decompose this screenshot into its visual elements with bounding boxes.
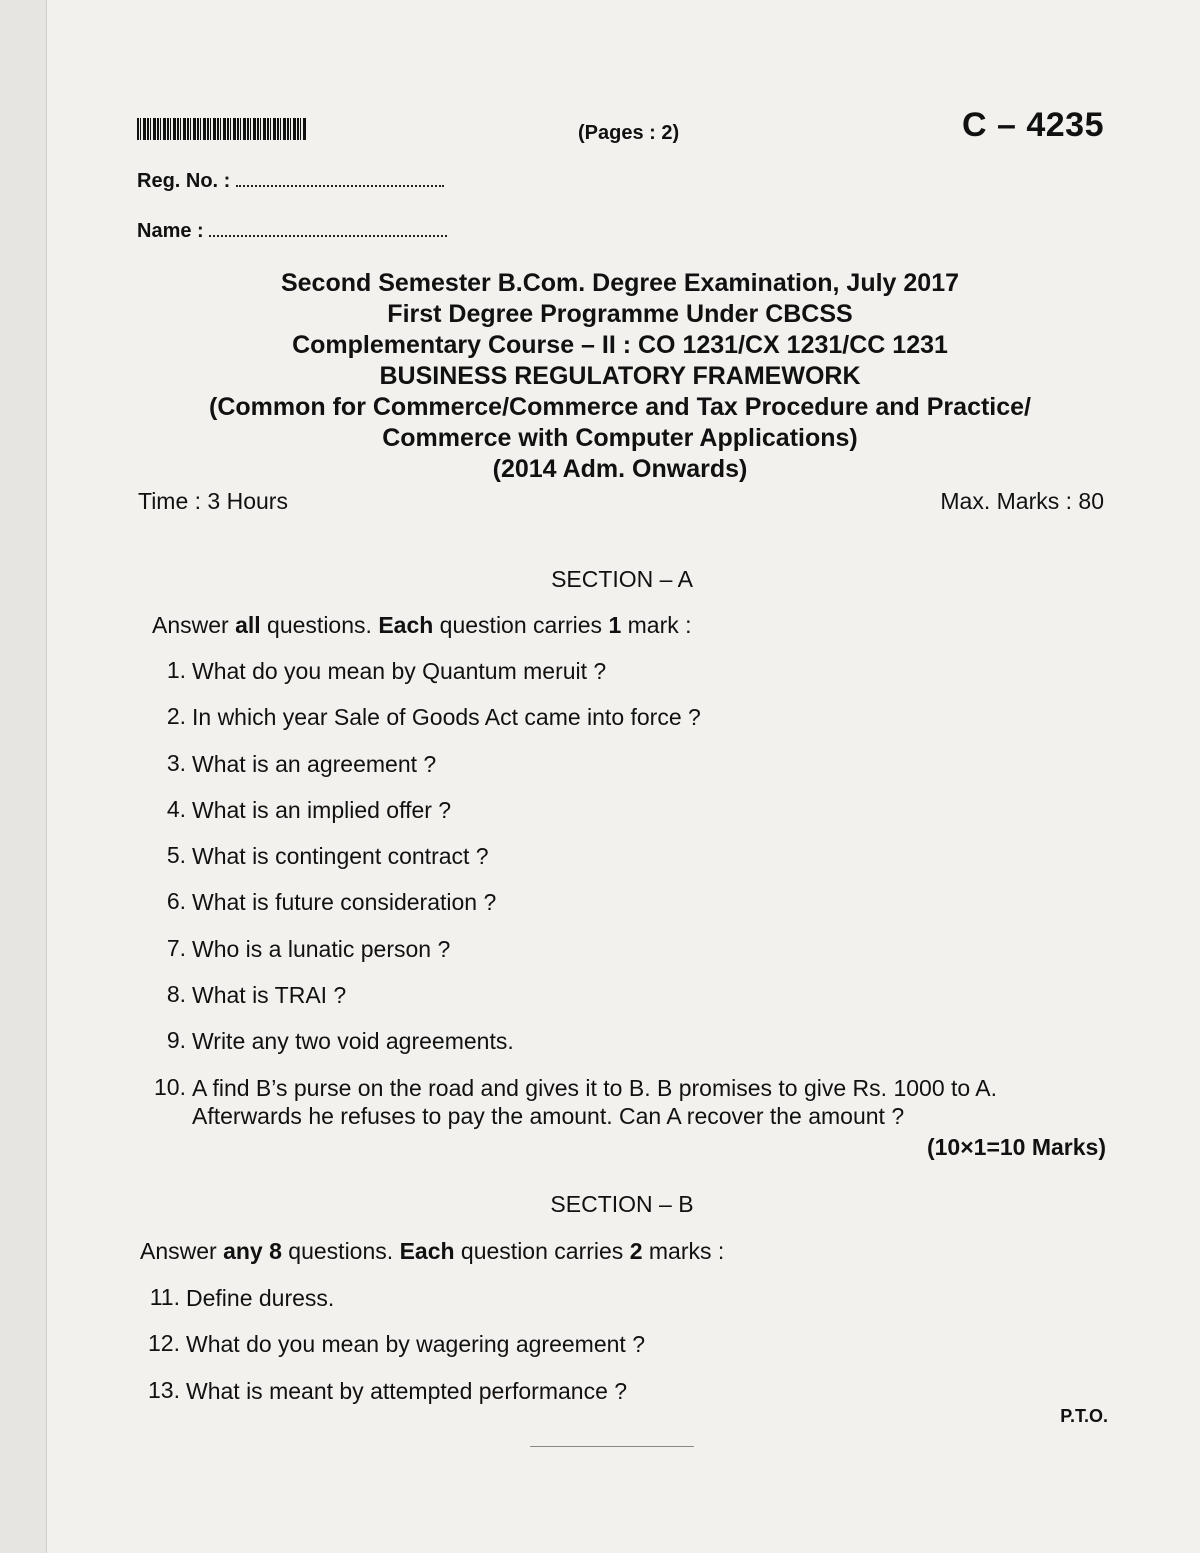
question-number: 13. [148,1376,180,1403]
max-marks: Max. Marks : 80 [940,488,1104,514]
barcode [137,118,307,140]
section-a-questions [146,657,1106,1132]
reg-no-field [137,170,444,193]
pages-count: (Pages : 2) [578,122,680,144]
section-a-instruction: Answer all questions. Each question carries 1 mark : [152,612,692,638]
question-text: What is an implied offer ? [192,796,452,823]
name-label: Name : [137,220,204,242]
question-item [146,657,1106,703]
question-item [136,1284,1096,1330]
question-item [146,750,1106,796]
title-line: BUSINESS REGULATORY FRAMEWORK [379,362,861,390]
reg-no-blank [236,171,444,187]
section-a-marks: (10×1=10 Marks) [926,1134,1106,1160]
question-item [146,796,1106,842]
title-line: Commerce with Computer Applications) [382,424,858,452]
question-item [146,703,1106,749]
question-number: 11. [149,1284,180,1310]
question-item [146,935,1106,981]
question-number: 4. [166,795,186,822]
question-number: 8. [166,981,186,1008]
page-turn-over: P.T.O. [1060,1406,1108,1426]
question-text: Who is a lunatic person ? [192,935,451,962]
title-line: Complementary Course – II : CO 1231/CX 1231/CC 1231 [292,331,948,359]
footer-rule [530,1446,694,1447]
question-text: A find B’s purse on the road and gives it to B. B promises to give Rs. 1000 to A. Afterwards he refuses to pay the amount. Can A recover the amount ? [192,1074,998,1129]
name-blank [209,221,447,237]
question-text: What is contingent contract ? [192,843,489,870]
question-text: In which year Sale of Goods Act came into force ? [192,704,701,731]
exam-title-block [100,268,1140,485]
question-text: What is TRAI ? [192,982,347,1009]
question-item [146,1027,1106,1073]
question-number: 10. [154,1073,186,1100]
question-item [136,1330,1096,1376]
question-item [146,842,1106,888]
question-text: What is future consideration ? [192,889,497,916]
question-text: What is meant by attempted performance ? [186,1377,628,1404]
paper-code: C – 4235 [962,106,1104,144]
question-number: 2. [166,703,186,730]
question-item [146,888,1106,934]
question-number: 7. [166,934,186,961]
reg-no-label: Reg. No. : [137,170,231,192]
section-b-heading: SECTION – B [550,1191,694,1217]
question-text: What do you mean by Quantum meruit ? [192,658,607,684]
question-text: What do you mean by wagering agreement ? [186,1331,645,1358]
title-line: (2014 Adm. Onwards) [492,455,748,483]
question-number: 3. [166,749,186,776]
title-line: Second Semester B.Com. Degree Examination, July 2017 [280,269,960,297]
question-number: 6. [166,888,186,915]
question-item [146,1074,1106,1130]
question-item [146,981,1106,1027]
name-field [137,220,447,243]
question-text: Define duress. [186,1285,335,1311]
section-b-questions [136,1284,1096,1423]
question-item [136,1377,1096,1423]
title-line: (Common for Commerce/Commerce and Tax Procedure and Practice/ [209,393,1031,421]
question-number: 9. [166,1027,186,1054]
section-b-instruction: Answer any 8 questions. Each question carries 2 marks : [140,1238,725,1264]
question-number: 12. [148,1330,180,1357]
section-a-heading: SECTION – A [551,566,693,592]
scan-margin [0,0,47,1553]
question-text: Write any two void agreements. [192,1028,514,1055]
question-number: 5. [166,842,186,869]
time-allowed: Time : 3 Hours [138,488,288,514]
question-text: What is an agreement ? [192,750,437,777]
title-line: First Degree Programme Under CBCSS [387,300,853,328]
question-number: 1. [166,657,186,683]
time-marks-row [138,488,1104,515]
